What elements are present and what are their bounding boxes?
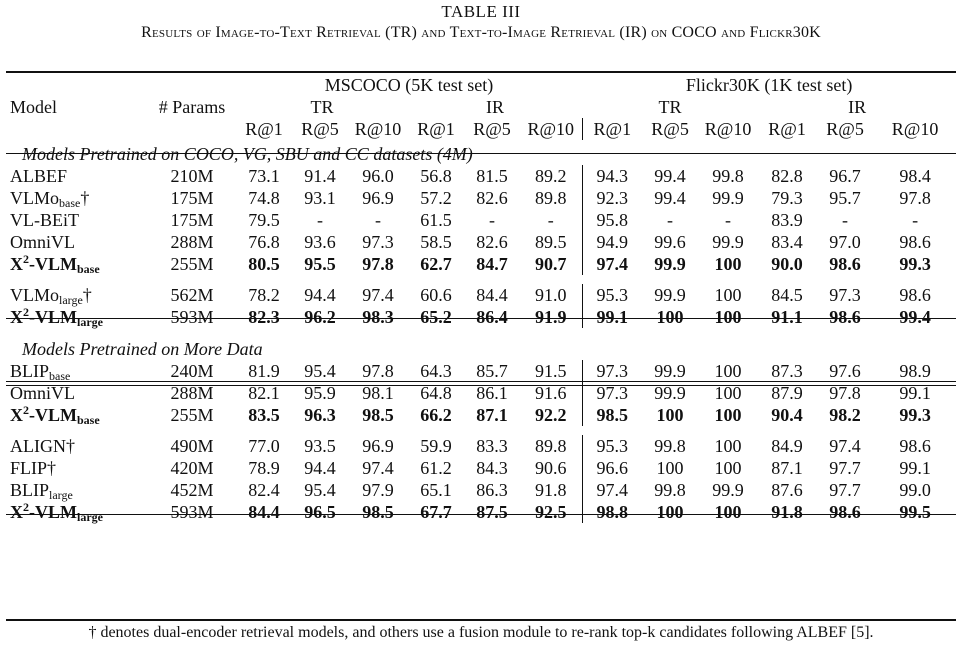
metric-value: 98.3: [362, 307, 394, 327]
model-base-name: X: [10, 307, 23, 327]
metric-value: -: [547, 210, 554, 230]
metric-value: 99.9: [712, 188, 744, 208]
top-rule: [6, 71, 956, 73]
dagger-mark: †: [47, 458, 57, 478]
metric-value: 97.9: [362, 480, 394, 500]
metric-value: 82.3: [248, 307, 280, 327]
metric-value: 91.6: [535, 383, 567, 403]
metric-value: 81.5: [476, 166, 508, 186]
metric-value: 100: [714, 502, 742, 522]
metric-value: -: [317, 210, 323, 230]
spacer-row: [6, 328, 956, 338]
metric-value: 85.7: [476, 361, 508, 381]
metric-value: 82.1: [248, 383, 280, 403]
metric-value: 84.5: [771, 285, 803, 305]
model-base-name: OmniVL: [10, 232, 75, 252]
model-base-name: BLIP: [10, 480, 50, 500]
metric-value: 87.1: [771, 458, 803, 478]
metric-value: 100: [714, 285, 742, 305]
table-footnote: † denotes dual-encoder retrieval models, and others use a fusion module to re-rank top-k candidates following ALBEF [5].: [88, 624, 874, 641]
metric-value: 65.2: [420, 307, 452, 327]
section-title: Models Pretrained on COCO, VG, SBU and CC datasets (4M): [22, 144, 473, 164]
metric-value: 97.3: [582, 360, 642, 382]
metric-value: 92.2: [535, 405, 567, 425]
param-count: 562M: [170, 285, 214, 305]
metric-value: 89.8: [535, 188, 567, 208]
model-subscript: base: [77, 413, 100, 427]
metric-value: 91.0: [535, 285, 567, 305]
metric-value: 97.3: [362, 232, 394, 252]
table-row: [6, 253, 956, 275]
metric-value: 96.7: [829, 166, 861, 186]
metric-value: -: [725, 210, 732, 230]
metric-value: 99.6: [654, 232, 686, 252]
table-caption: Results of Image-to-Text Retrieval (TR) and Text-to-Image Retrieval (IR) on COCO and Flickr30K: [141, 24, 821, 41]
metric-value: 59.9: [420, 436, 452, 456]
metric-value: 94.3: [582, 165, 642, 187]
metric-value: 78.9: [248, 458, 280, 478]
section-title: Models Pretrained on More Data: [22, 339, 263, 359]
metric-value: 100: [656, 307, 684, 327]
metric-value: 83.9: [771, 210, 803, 230]
metric-value: 94.4: [304, 458, 336, 478]
model-name: [6, 253, 148, 275]
metric-value: 99.1: [582, 306, 642, 328]
metric-value: 98.6: [829, 307, 861, 327]
metric-value: 99.9: [654, 254, 686, 274]
model-superscript: 2: [23, 403, 29, 417]
model-name: [6, 306, 148, 328]
metric-value: 95.3: [582, 435, 642, 457]
metric-value: -: [375, 210, 381, 230]
metric-value: 87.1: [476, 405, 508, 425]
metric-value: 100: [656, 458, 684, 478]
table-row: [6, 479, 956, 501]
metric-value: 100: [714, 383, 742, 403]
metric-value: 77.0: [248, 436, 280, 456]
metric-value: 98.6: [829, 254, 861, 274]
model-name: [6, 382, 148, 404]
metric-value: 97.3: [829, 285, 861, 305]
column-header-params: # Params: [158, 97, 226, 117]
metric-value: 78.2: [248, 285, 280, 305]
metric-value: 99.4: [654, 188, 686, 208]
results-table: [6, 74, 956, 523]
param-count: 255M: [170, 254, 214, 274]
model-name: [6, 360, 148, 382]
metric-value: 98.9: [899, 361, 931, 381]
metric-value: 90.7: [535, 254, 567, 274]
model-base-name: X: [10, 405, 23, 425]
metric-value: 90.4: [771, 405, 803, 425]
table-row: [6, 231, 956, 253]
model-suffix: -VLM: [29, 307, 77, 327]
model-base-name: VLMo: [10, 188, 59, 208]
metric-value: 73.1: [248, 166, 280, 186]
dagger-mark: †: [80, 188, 90, 208]
metric-value: 93.1: [304, 188, 336, 208]
model-base-name: OmniVL: [10, 383, 75, 403]
model-superscript: 2: [23, 305, 29, 319]
metric-value: 100: [656, 502, 684, 522]
metric-value: 62.7: [420, 254, 452, 274]
metric-value: 83.4: [771, 232, 803, 252]
metric-value: 93.5: [304, 436, 336, 456]
metric-value: 86.4: [476, 307, 508, 327]
metric-value: 64.3: [420, 361, 452, 381]
spacer-row: [6, 275, 956, 284]
param-count: 593M: [170, 502, 214, 522]
subheader-ir: IR: [848, 97, 867, 117]
metric-value: 91.5: [535, 361, 567, 381]
model-name: [6, 231, 148, 253]
param-count: 288M: [170, 383, 214, 403]
metric-value: 99.4: [654, 166, 686, 186]
metric-value: 67.7: [420, 502, 452, 522]
param-count: 240M: [170, 361, 214, 381]
table-body: [6, 140, 956, 523]
table-row: [6, 435, 956, 457]
metric-value: 65.1: [420, 480, 452, 500]
metric-value: 92.3: [582, 187, 642, 209]
metric-value: 60.6: [420, 285, 452, 305]
metric-value: 99.8: [654, 436, 686, 456]
metric-value: 97.0: [829, 232, 861, 252]
metric-value: 97.8: [362, 254, 394, 274]
metric-value: 84.3: [476, 458, 508, 478]
bottom-rule: [6, 619, 956, 621]
column-header-model: Model: [10, 97, 57, 117]
metric-value: 98.5: [362, 405, 394, 425]
metric-value: 99.3: [899, 254, 931, 274]
metric-value: 91.8: [771, 502, 803, 522]
model-base-name: BLIP: [10, 361, 50, 381]
metric-value: 95.8: [582, 209, 642, 231]
metric-header: R@10: [891, 119, 939, 139]
metric-value: 98.4: [899, 166, 931, 186]
metric-value: -: [489, 210, 495, 230]
metric-value: 84.4: [476, 285, 508, 305]
metric-value: 97.4: [362, 458, 394, 478]
metric-value: 84.4: [248, 502, 280, 522]
model-name: [6, 187, 148, 209]
param-count: 175M: [170, 210, 214, 230]
metric-value: 87.6: [771, 480, 803, 500]
metric-value: 94.9: [582, 231, 642, 253]
metric-value: 99.9: [654, 383, 686, 403]
metric-value: 61.2: [420, 458, 452, 478]
subheader-tr: TR: [310, 97, 334, 117]
metric-value: 97.6: [829, 361, 861, 381]
table-row: [6, 501, 956, 523]
metric-value: 92.5: [535, 502, 567, 522]
metric-value: 98.6: [899, 285, 931, 305]
metric-value: 97.3: [582, 382, 642, 404]
param-count: 210M: [170, 166, 214, 186]
metric-header: R@1: [582, 118, 642, 140]
metric-value: 100: [714, 361, 742, 381]
metric-value: 58.5: [420, 232, 452, 252]
metric-header: R@10: [354, 119, 402, 139]
metric-value: 82.6: [476, 232, 508, 252]
metric-value: 80.5: [248, 254, 280, 274]
table-row: [6, 284, 956, 306]
table-row: [6, 306, 956, 328]
metric-value: 100: [656, 405, 684, 425]
metric-value: 87.5: [476, 502, 508, 522]
model-subscript: base: [59, 196, 81, 210]
metric-header: R@1: [768, 119, 806, 139]
metric-value: 91.8: [535, 480, 567, 500]
metric-value: 97.7: [829, 458, 861, 478]
metric-value: 95.4: [304, 361, 336, 381]
model-base-name: ALBEF: [10, 166, 68, 186]
metric-value: 84.7: [476, 254, 508, 274]
metric-value: 99.9: [654, 285, 686, 305]
metric-value: 98.1: [362, 383, 394, 403]
metric-value: 84.9: [771, 436, 803, 456]
table-row: [6, 457, 956, 479]
subheader-ir: IR: [486, 97, 505, 117]
model-subscript: base: [77, 262, 100, 276]
metric-value: 74.8: [248, 188, 280, 208]
model-base-name: VL-BEiT: [10, 210, 79, 230]
metric-value: 100: [714, 307, 742, 327]
metric-value: 96.9: [362, 188, 394, 208]
metric-value: 61.5: [420, 210, 452, 230]
metric-value: 91.9: [535, 307, 567, 327]
metric-value: 79.5: [248, 210, 280, 230]
metric-value: 82.4: [248, 480, 280, 500]
model-subscript: large: [77, 510, 103, 524]
metric-value: 94.4: [304, 285, 336, 305]
metric-value: 98.6: [899, 436, 931, 456]
table-row: [6, 404, 956, 426]
metric-value: -: [842, 210, 849, 230]
subheader-tr: TR: [658, 97, 682, 117]
metric-value: 99.8: [654, 480, 686, 500]
metric-header: R@1: [245, 119, 283, 139]
param-count: 420M: [170, 458, 214, 478]
metric-value: 98.5: [582, 404, 642, 426]
model-base-name: X: [10, 254, 23, 274]
metric-value: 99.5: [899, 502, 931, 522]
param-count: 593M: [170, 307, 214, 327]
metric-value: 83.5: [248, 405, 280, 425]
metric-header: R@5: [651, 119, 689, 139]
section-header-row: [6, 143, 956, 165]
param-count: 490M: [170, 436, 214, 456]
metric-value: 99.8: [712, 166, 744, 186]
metric-value: 98.2: [829, 405, 861, 425]
metric-value: 99.9: [712, 232, 744, 252]
metric-value: 97.8: [829, 383, 861, 403]
metric-value: 100: [714, 436, 742, 456]
metric-header: R@10: [527, 119, 575, 139]
metric-value: 83.3: [476, 436, 508, 456]
model-superscript: 2: [23, 500, 29, 514]
metric-value: 95.4: [304, 480, 336, 500]
metric-value: 97.4: [829, 436, 861, 456]
dagger-mark: †: [66, 436, 75, 456]
model-name: [6, 501, 148, 523]
metric-value: 91.1: [771, 307, 803, 327]
metric-value: -: [912, 210, 919, 230]
metric-value: 99.9: [712, 480, 744, 500]
metric-value: 96.9: [362, 436, 394, 456]
metric-value: 99.0: [899, 480, 931, 500]
metric-value: 64.8: [420, 383, 452, 403]
metric-value: 57.2: [420, 188, 452, 208]
model-base-name: ALIGN: [10, 436, 66, 456]
metric-value: 90.0: [771, 254, 803, 274]
metric-value: 100: [714, 458, 742, 478]
model-suffix: -VLM: [29, 502, 77, 522]
model-subscript: large: [77, 315, 103, 329]
metric-header-row: [6, 118, 956, 140]
metric-value: 97.8: [362, 361, 394, 381]
metric-value: 89.2: [535, 166, 567, 186]
metric-value: 93.6: [304, 232, 336, 252]
model-name: [6, 284, 148, 306]
metric-value: 95.3: [582, 284, 642, 306]
dagger-mark: †: [82, 285, 92, 305]
metric-header: R@1: [417, 119, 455, 139]
metric-value: 76.8: [248, 232, 280, 252]
table-row: [6, 209, 956, 231]
table-row: [6, 187, 956, 209]
metric-value: 98.6: [829, 502, 861, 522]
metric-value: -: [667, 210, 674, 230]
metric-value: 99.4: [899, 307, 931, 327]
model-suffix: -VLM: [29, 254, 77, 274]
metric-value: 89.5: [535, 232, 567, 252]
metric-value: 97.4: [582, 253, 642, 275]
metric-value: 82.6: [476, 188, 508, 208]
model-base-name: VLMo: [10, 285, 59, 305]
metric-value: 97.4: [582, 479, 642, 501]
metric-value: 87.3: [771, 361, 803, 381]
metric-value: 79.3: [771, 188, 803, 208]
model-base-name: FLIP: [10, 458, 48, 478]
model-name: [6, 209, 148, 231]
metric-value: 56.8: [420, 166, 452, 186]
metric-value: 95.7: [829, 188, 861, 208]
metric-header: R@5: [301, 119, 339, 139]
metric-value: 98.5: [362, 502, 394, 522]
table-row: [6, 360, 956, 382]
table-number: TABLE III: [441, 2, 521, 21]
table-row: [6, 165, 956, 187]
section-header-row: [6, 338, 956, 360]
metric-value: 98.8: [582, 501, 642, 523]
metric-value: 96.5: [304, 502, 336, 522]
metric-value: 98.6: [899, 232, 931, 252]
metric-value: 97.4: [362, 285, 394, 305]
param-count: 255M: [170, 405, 214, 425]
metric-value: 87.9: [771, 383, 803, 403]
metric-value: 86.1: [476, 383, 508, 403]
metric-value: 99.9: [654, 361, 686, 381]
metric-value: 97.8: [899, 188, 931, 208]
model-name: [6, 457, 148, 479]
model-name: [6, 165, 148, 187]
metric-value: 99.3: [899, 405, 931, 425]
metric-value: 96.0: [362, 166, 394, 186]
metric-value: 90.6: [535, 458, 567, 478]
metric-value: 100: [714, 405, 742, 425]
model-name: [6, 404, 148, 426]
param-count: 175M: [170, 188, 214, 208]
metric-value: 96.2: [304, 307, 336, 327]
param-count: 288M: [170, 232, 214, 252]
metric-value: 97.7: [829, 480, 861, 500]
metric-value: 89.8: [535, 436, 567, 456]
dataset-header-flickr: Flickr30K (1K test set): [685, 75, 853, 95]
metric-value: 95.9: [304, 383, 336, 403]
param-count: 452M: [170, 480, 214, 500]
model-name: [6, 479, 148, 501]
metric-value: 66.2: [420, 405, 452, 425]
model-subscript: large: [49, 488, 73, 502]
model-subscript: large: [59, 293, 83, 307]
metric-value: 81.9: [248, 361, 280, 381]
model-subscript: base: [49, 369, 71, 383]
model-superscript: 2: [23, 252, 29, 266]
metric-value: 100: [714, 254, 742, 274]
metric-header: R@5: [473, 119, 511, 139]
table-row: [6, 382, 956, 404]
dataset-header-mscoco: MSCOCO (5K test set): [324, 75, 494, 95]
model-name: [6, 435, 148, 457]
metric-value: 82.8: [771, 166, 803, 186]
metric-value: 96.6: [582, 457, 642, 479]
spacer-row: [6, 426, 956, 435]
metric-value: 95.5: [304, 254, 336, 274]
metric-value: 91.4: [304, 166, 336, 186]
metric-header: R@10: [704, 119, 752, 139]
metric-value: 99.1: [899, 383, 931, 403]
metric-header: R@5: [826, 119, 864, 139]
metric-value: 96.3: [304, 405, 336, 425]
metric-value: 86.3: [476, 480, 508, 500]
model-base-name: X: [10, 502, 23, 522]
model-suffix: -VLM: [29, 405, 77, 425]
metric-value: 99.1: [899, 458, 931, 478]
